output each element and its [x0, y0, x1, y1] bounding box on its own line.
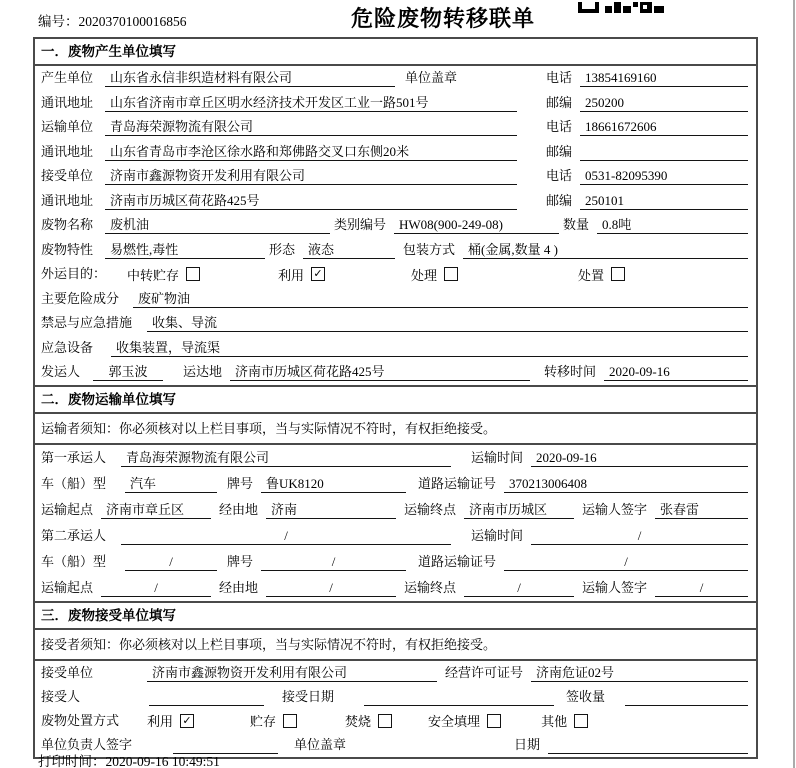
transporter-sign-label: 运输人签字 — [582, 579, 648, 595]
packing-value: 桶(金属,数量 4 ) — [463, 241, 748, 259]
carrier1-label: 第一承运人 — [41, 449, 107, 465]
purpose-option-dispose — [578, 265, 625, 284]
serial-number — [38, 10, 187, 30]
trait-label: 废物特性 — [41, 241, 94, 257]
zip-label: 邮编 — [545, 143, 572, 159]
transporter-value: 青岛海荣源物流有限公司 — [105, 118, 517, 136]
treat-checkbox — [444, 267, 458, 281]
disposal-other-checkbox — [574, 714, 588, 728]
print-time-value: 2020-09-16 10:49:51 — [105, 754, 220, 768]
phone-label: 电话 — [545, 70, 572, 86]
shipper-label: 发运人 — [41, 364, 81, 380]
accept-unit-label: 接受单位 — [41, 664, 94, 680]
phone-label: 电话 — [545, 119, 572, 135]
checkbox-label: 处理 — [411, 267, 438, 283]
road-permit1-value: 370213006408 — [504, 475, 748, 493]
packing-label: 包装方式 — [403, 241, 456, 257]
receiver-label: 接受单位 — [41, 168, 94, 184]
destination-value: 济南市历城区荷花路425号 — [230, 363, 530, 381]
purpose-label: 外运目的： — [41, 266, 107, 282]
zip-label: 邮编 — [545, 192, 572, 208]
origin-label: 运输起点 — [41, 501, 94, 517]
transport-time1-value: 2020-09-16 — [531, 449, 748, 467]
taboo-label: 禁忌与应急措施 — [41, 315, 133, 331]
transfer-time-label: 转移时间 — [544, 364, 597, 380]
endpoint2-value: / — [464, 579, 574, 597]
disposal-store-checkbox — [283, 714, 297, 728]
carrier1-value: 青岛海荣源物流有限公司 — [121, 449, 451, 467]
disposal-option-other — [541, 711, 588, 730]
hazard-label: 主要危险成分 — [41, 290, 120, 306]
transporter-zip-value — [580, 143, 748, 161]
quantity-label: 数量 — [563, 217, 590, 233]
address-label: 通讯地址 — [41, 192, 94, 208]
receipt-qty-value — [625, 688, 748, 706]
row-emergency-equipment — [35, 336, 756, 361]
vehicle-label: 车（船）型 — [41, 475, 107, 491]
transfer-time-value: 2020-09-16 — [604, 363, 748, 381]
purpose-option-treat — [411, 265, 458, 284]
row-route2 — [35, 575, 756, 601]
checkbox-label: 其他 — [541, 714, 568, 729]
row-transfer-purpose — [35, 262, 756, 287]
row-vehicle2 — [35, 549, 756, 575]
license-value: 济南危证02号 — [531, 664, 748, 682]
endpoint-label: 运输终点 — [404, 579, 457, 595]
row-disposal-method — [35, 709, 756, 733]
road-permit2-value: / — [504, 553, 748, 571]
producer-zip-value: 250200 — [580, 94, 748, 112]
disposal-option-incinerate — [345, 711, 392, 730]
row-route1 — [35, 497, 756, 523]
form-value: 液态 — [303, 241, 395, 259]
receiver-phone-value: 0531-82095390 — [580, 167, 748, 185]
producer-phone-value: 13854169160 — [580, 69, 748, 87]
plate1-value: 鲁UK8120 — [261, 475, 406, 493]
seal-label: 单位盖章 — [405, 70, 458, 86]
row-producer-address — [35, 91, 756, 116]
waste-name-label: 废物名称 — [41, 217, 94, 233]
transporter-address-value: 山东省青岛市李沧区徐水路和郑佛路交叉口东侧20米 — [105, 143, 517, 161]
checkbox-label: 利用 — [147, 714, 174, 729]
shipper-value: 郭玉波 — [93, 363, 163, 381]
disposal-landfill-checkbox — [487, 714, 501, 728]
producer-label: 产生单位 — [41, 70, 94, 86]
address-label: 通讯地址 — [41, 143, 94, 159]
via2-value: / — [266, 579, 396, 597]
quantity-value: 0.8吨 — [597, 216, 748, 234]
road-permit-label: 道路运输证号 — [418, 553, 497, 569]
accept-date-value — [364, 688, 554, 706]
transporter-label: 运输单位 — [41, 119, 94, 135]
row-waste-trait — [35, 238, 756, 263]
checkbox-label: 利用 — [278, 267, 305, 283]
carrier2-label: 第二承运人 — [41, 527, 107, 543]
checkbox-label: 贮存 — [250, 714, 277, 729]
plate-label: 牌号 — [227, 553, 254, 569]
vehicle-label: 车（船）型 — [41, 553, 107, 569]
dispose-checkbox — [611, 267, 625, 281]
row-hazard-component — [35, 287, 756, 312]
utilize-checkbox: ✓ — [311, 267, 325, 281]
manifest-form — [33, 37, 758, 759]
disposal-option-store — [250, 711, 297, 730]
transporter-sign-label: 运输人签字 — [582, 501, 648, 517]
row-second-carrier — [35, 523, 756, 549]
date-value — [548, 736, 748, 754]
via-label: 经由地 — [219, 579, 259, 595]
page-edge-line — [793, 0, 795, 768]
receiver-zip-value: 250101 — [580, 192, 748, 210]
hazard-value: 废矿物油 — [133, 290, 748, 308]
equipment-value: 收集装置，导流渠 — [111, 339, 748, 357]
transporter-sign2-value: / — [655, 579, 748, 597]
row-acceptor — [35, 685, 756, 709]
taboo-value: 收集、导流 — [147, 314, 748, 332]
endpoint-label: 运输终点 — [404, 501, 457, 517]
acceptor-value — [149, 688, 264, 706]
via-label: 经由地 — [219, 501, 259, 517]
purpose-option-utilize — [278, 265, 325, 284]
address-label: 通讯地址 — [41, 94, 94, 110]
carrier2-value: / — [121, 527, 451, 545]
serial-label: 编号： — [38, 14, 79, 29]
accept-unit-value: 济南市鑫源物资开发利用有限公司 — [147, 664, 437, 682]
row-transporter — [35, 115, 756, 140]
print-time-label: 打印时间： — [38, 754, 106, 768]
disposal-label: 废物处置方式 — [41, 712, 120, 728]
section2-header: 二．废物运输单位填写 — [35, 385, 756, 414]
road-permit-label: 道路运输证号 — [418, 475, 497, 491]
origin1-value: 济南市章丘区 — [101, 501, 211, 519]
transport-time-label: 运输时间 — [471, 527, 524, 543]
destination-label: 运达地 — [183, 364, 223, 380]
transporter-sign1-value: 张春雷 — [655, 501, 748, 519]
row-receiver — [35, 164, 756, 189]
category-value: HW08(900-249-08) — [394, 216, 559, 234]
via1-value: 济南 — [266, 501, 396, 519]
row-shipper — [35, 360, 756, 385]
row-receiver-address — [35, 189, 756, 214]
vehicle2-value: / — [125, 553, 217, 571]
trait-value: 易燃性,毒性 — [105, 241, 265, 259]
checkbox-label: 焚烧 — [345, 714, 372, 729]
disposal-option-landfill — [428, 711, 501, 730]
accept-date-label: 接受日期 — [282, 688, 335, 704]
license-label: 经营许可证号 — [445, 664, 524, 680]
section3-header: 三．废物接受单位填写 — [35, 601, 756, 630]
row-emergency-measures — [35, 311, 756, 336]
plate-label: 牌号 — [227, 475, 254, 491]
equipment-label: 应急设备 — [41, 339, 94, 355]
row-transporter-address — [35, 140, 756, 165]
disposal-option-utilize — [147, 711, 194, 730]
plate2-value: / — [261, 553, 406, 571]
acceptor-label: 接受人 — [41, 688, 81, 704]
form-label: 形态 — [269, 241, 296, 257]
origin2-value: / — [101, 579, 211, 597]
transfer-storage-checkbox — [186, 267, 200, 281]
row-accept-unit — [35, 661, 756, 685]
print-time — [38, 750, 220, 768]
unit-seal-label: 单位盖章 — [294, 736, 347, 752]
disposal-incinerate-checkbox — [378, 714, 392, 728]
checkbox-label: 处置 — [578, 267, 605, 283]
disposal-utilize-checkbox: ✓ — [180, 714, 194, 728]
producer-value: 山东省永信非织造材料有限公司 — [105, 69, 395, 87]
receiver-value: 济南市鑫源物资开发利用有限公司 — [105, 167, 517, 185]
row-first-carrier — [35, 445, 756, 471]
checkbox-label: 中转贮存 — [127, 267, 180, 283]
row-vehicle1 — [35, 471, 756, 497]
section1-header: 一．废物产生单位填写 — [35, 39, 756, 66]
transporter-notice: 运输者须知：你必须核对以上栏目事项，当与实际情况不符时，有权拒绝接受。 — [35, 414, 756, 445]
zip-label: 邮编 — [545, 94, 572, 110]
page-title: 危险废物转移联单 — [350, 6, 536, 31]
receiver-address-value: 济南市历城区荷花路425号 — [105, 192, 517, 210]
purpose-option-transfer-storage — [127, 265, 200, 284]
transporter-phone-value: 18661672606 — [580, 118, 748, 136]
receiver-notice: 接受者须知：你必须核对以上栏目事项，当与实际情况不符时，有权拒绝接受。 — [35, 630, 756, 661]
origin-label: 运输起点 — [41, 579, 94, 595]
date-label: 日期 — [513, 736, 540, 752]
row-waste-name — [35, 213, 756, 238]
phone-label: 电话 — [545, 168, 572, 184]
producer-address-value: 山东省济南市章丘区明水经济技术开发区工业一路501号 — [105, 94, 517, 112]
category-label: 类别编号 — [334, 217, 387, 233]
waste-name-value: 废机油 — [105, 216, 330, 234]
serial-value: 2020370100016856 — [78, 14, 187, 29]
endpoint1-value: 济南市历城区 — [464, 501, 574, 519]
vehicle1-value: 汽车 — [125, 475, 217, 493]
transport-time2-value: / — [531, 527, 748, 545]
transport-time-label: 运输时间 — [471, 449, 524, 465]
receipt-qty-label: 签收量 — [566, 688, 606, 704]
row-producer — [35, 66, 756, 91]
checkbox-label: 安全填埋 — [428, 714, 481, 729]
chief-sign-label: 单位负责人签字 — [41, 736, 133, 752]
qr-code-icon — [578, 0, 664, 11]
